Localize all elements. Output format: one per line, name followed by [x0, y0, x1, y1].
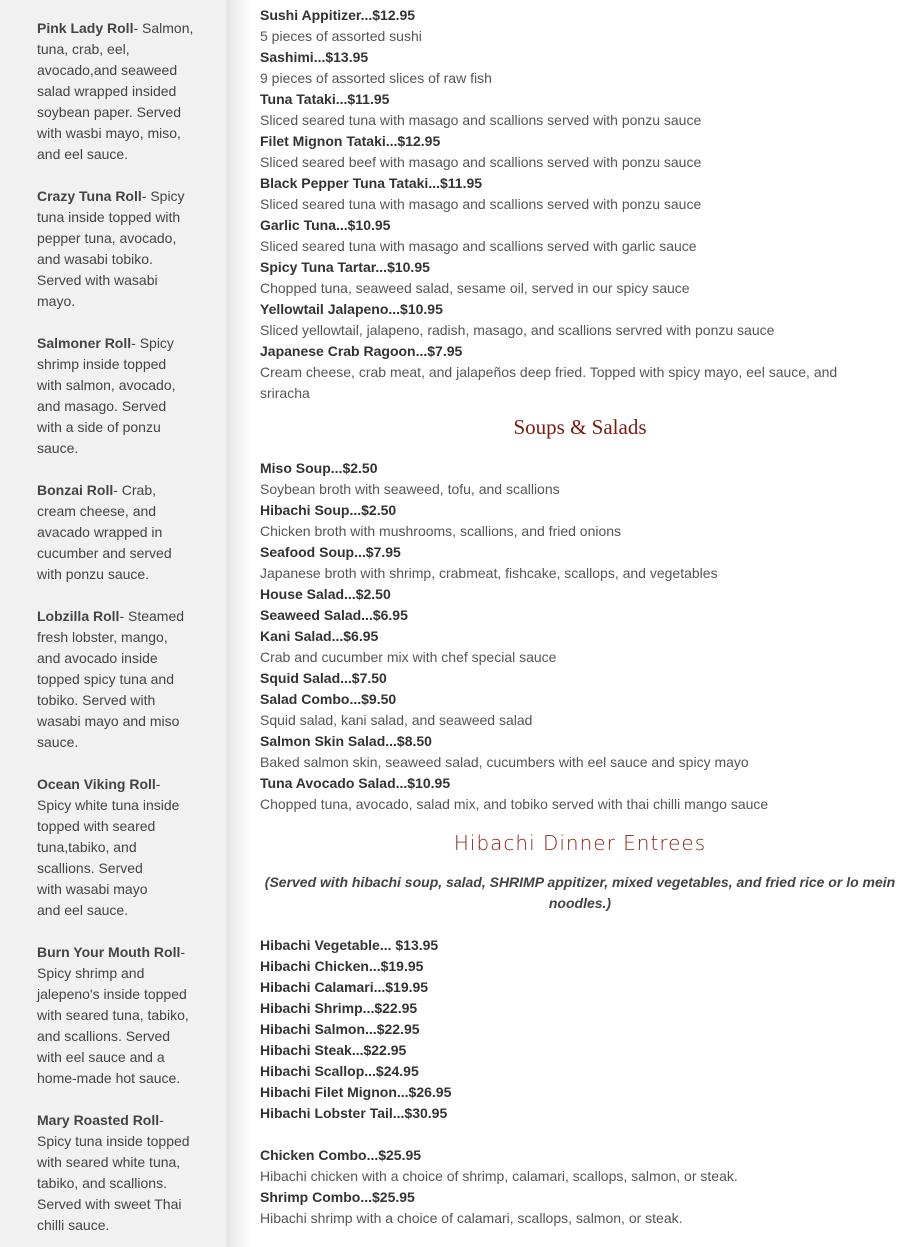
menu-item-description: Chopped tuna, seaweed salad, sesame oil, served in our spicy sauce: [260, 280, 690, 296]
roll-item: [37, 1110, 197, 1236]
roll-name: Mary Roasted Roll: [37, 1112, 160, 1128]
menu-item-description: Sliced seared tuna with masago and scallions served with garlic sauce: [260, 238, 697, 254]
menu-item-description: Sliced seared tuna with masago and scallions served with ponzu sauce: [260, 196, 702, 212]
menu-item-name: Shrimp Combo...$25.95: [260, 1189, 415, 1205]
roll-item: [37, 606, 197, 753]
roll-item: [37, 186, 197, 312]
roll-description: - Spicy shrimp inside topped with salmon, avocado, and masago. Served with a side of ponzu sauce.: [37, 335, 176, 456]
menu-item-name: Squid Salad...$7.50: [260, 670, 387, 686]
roll-description: - Spicy tuna inside topped with seared white tuna, tabiko, and scallions. Served with sweet Thai chilli sauce.: [37, 1112, 190, 1233]
menu-item-description: Chopped tuna, avocado, salad mix, and tobiko served with thai chilli mango sauce: [260, 796, 769, 812]
menu-item-description: Chicken broth with mushrooms, scallions, and fried onions: [260, 523, 622, 539]
menu-item-name: Hibachi Vegetable... $13.95: [260, 937, 439, 953]
menu-item-name: Spicy Tuna Tartar...$10.95: [260, 259, 430, 275]
sidebar-shadow: [226, 0, 252, 1247]
menu-item-name: Garlic Tuna...$10.95: [260, 217, 391, 233]
roll-description: - Spicy white tuna inside topped with seared tuna,tabiko, and scallions. Served with wasabi mayo and eel sauce.: [37, 776, 180, 918]
menu-item-description: Squid salad, kani salad, and seaweed salad: [260, 712, 533, 728]
menu-item-name: Hibachi Shrimp...$22.95: [260, 1000, 418, 1016]
roll-description: - Spicy tuna inside topped with pepper tuna, avocado, and wasabi tobiko. Served with wasabi mayo.: [37, 188, 185, 309]
menu-item-name: Hibachi Soup...$2.50: [260, 502, 397, 518]
menu-item-description: Sliced yellowtail, jalapeno, radish, masago, and scallions servred with ponzu sauce: [260, 322, 775, 338]
roll-name: Crazy Tuna Roll: [37, 188, 142, 204]
spacer: [260, 914, 900, 935]
hibachi-list: [260, 935, 900, 1124]
menu-item-name: Hibachi Calamari...$19.95: [260, 979, 429, 995]
menu-item-name: Hibachi Scallop...$24.95: [260, 1063, 419, 1079]
roll-description: - Steamed fresh lobster, mango, and avocado inside topped spicy tuna and tobiko. Served with wasabi mayo and miso sauce.: [37, 608, 185, 750]
roll-name: Salmoner Roll: [37, 335, 132, 351]
menu-item-name: Hibachi Salmon...$22.95: [260, 1021, 420, 1037]
roll-item: [37, 18, 197, 165]
roll-name: Bonzai Roll: [37, 482, 114, 498]
section-title-soups-salads: Soups & Salads: [513, 415, 647, 439]
roll-description: - Spicy shrimp and jalepeno's inside topped with seared tuna, tabiko, and scallions. Served with eel sauce and a home-made hot sauce.: [37, 944, 189, 1086]
menu-item-name: Seaweed Salad...$6.95: [260, 607, 408, 623]
menu-item-name: House Salad...$2.50: [260, 586, 391, 602]
menu-item-description: Japanese broth with shrimp, crabmeat, fishcake, scallops, and vegetables: [260, 565, 718, 581]
soups-salads-list: [260, 458, 900, 815]
menu-item-name: Hibachi Filet Mignon...$26.95: [260, 1084, 452, 1100]
combo-list: [260, 1145, 900, 1229]
menu-item-name: Tuna Avocado Salad...$10.95: [260, 775, 451, 791]
menu-item-description: Soybean broth with seaweed, tofu, and scallions: [260, 481, 560, 497]
roll-name: Pink Lady Roll: [37, 20, 134, 36]
menu-item-name: Salad Combo...$9.50: [260, 691, 397, 707]
menu-item-description: Hibachi shrimp with a choice of calamari, scallops, salmon, or steak.: [260, 1210, 683, 1226]
menu-item-name: Salmon Skin Salad...$8.50: [260, 733, 432, 749]
sidebar: [0, 0, 226, 1247]
menu-item-name: Sushi Appitizer...$12.95: [260, 7, 416, 23]
roll-name: Burn Your Mouth Roll: [37, 944, 181, 960]
roll-item: [37, 774, 197, 921]
menu-item-name: Tuna Tataki...$11.95: [260, 91, 390, 107]
menu-item-name: Hibachi Lobster Tail...$30.95: [260, 1105, 448, 1121]
section-title-hibachi: Hibachi Dinner Entrees: [453, 831, 707, 855]
menu-item-name: Seafood Soup...$7.95: [260, 544, 401, 560]
roll-list: [37, 18, 197, 1247]
menu-item-description: Sliced seared beef with masago and scallions served with ponzu sauce: [260, 154, 702, 170]
roll-item: [37, 333, 197, 459]
roll-description: - Crab, cream cheese, and avacado wrapped in cucumber and served with ponzu sauce.: [37, 482, 172, 582]
menu-item-description: 9 pieces of assorted slices of raw fish: [260, 70, 492, 86]
roll-item: [37, 480, 197, 585]
menu-item-description: Baked salmon skin, seaweed salad, cucumbers with eel sauce and spicy mayo: [260, 754, 749, 770]
menu-item-name: Miso Soup...$2.50: [260, 460, 378, 476]
menu-item-name: Chicken Combo...$25.95: [260, 1147, 422, 1163]
menu-content: [260, 5, 900, 1229]
menu-item-name: Kani Salad...$6.95: [260, 628, 379, 644]
menu-item-name: Yellowtail Jalapeno...$10.95: [260, 301, 443, 317]
menu-item-name: Japanese Crab Ragoon...$7.95: [260, 343, 463, 359]
roll-item: [37, 942, 197, 1089]
menu-item-description: Sliced seared tuna with masago and scallions served with ponzu sauce: [260, 112, 702, 128]
roll-name: Ocean Viking Roll: [37, 776, 156, 792]
menu-item-name: Hibachi Chicken...$19.95: [260, 958, 424, 974]
spacer: [260, 1124, 900, 1145]
menu-item-name: Filet Mignon Tataki...$12.95: [260, 133, 441, 149]
menu-item-description: 5 pieces of assorted sushi: [260, 28, 422, 44]
menu-item-description: Cream cheese, crab meat, and jalapeños deep fried. Topped with spicy mayo, eel sauce, and sriracha: [260, 364, 838, 401]
roll-description: - Salmon, tuna, crab, eel, avocado,and seaweed salad wrapped insided soybean paper. Served with wasbi mayo, miso, and eel sauce.: [37, 20, 194, 162]
menu-item-name: Black Pepper Tuna Tataki...$11.95: [260, 175, 483, 191]
appetizer-list: [260, 5, 900, 404]
menu-item-description: Hibachi chicken with a choice of shrimp, calamari, scallops, salmon, or steak.: [260, 1168, 738, 1184]
hibachi-note: (Served with hibachi soup, salad, SHRIMP appitizer, mixed vegetables, and fried rice or lo mein noodles.): [264, 874, 896, 911]
roll-name: Lobzilla Roll: [37, 608, 120, 624]
menu-item-name: Hibachi Steak...$22.95: [260, 1042, 407, 1058]
menu-item-description: Crab and cucumber mix with chef special sauce: [260, 649, 557, 665]
menu-item-name: Sashimi...$13.95: [260, 49, 369, 65]
